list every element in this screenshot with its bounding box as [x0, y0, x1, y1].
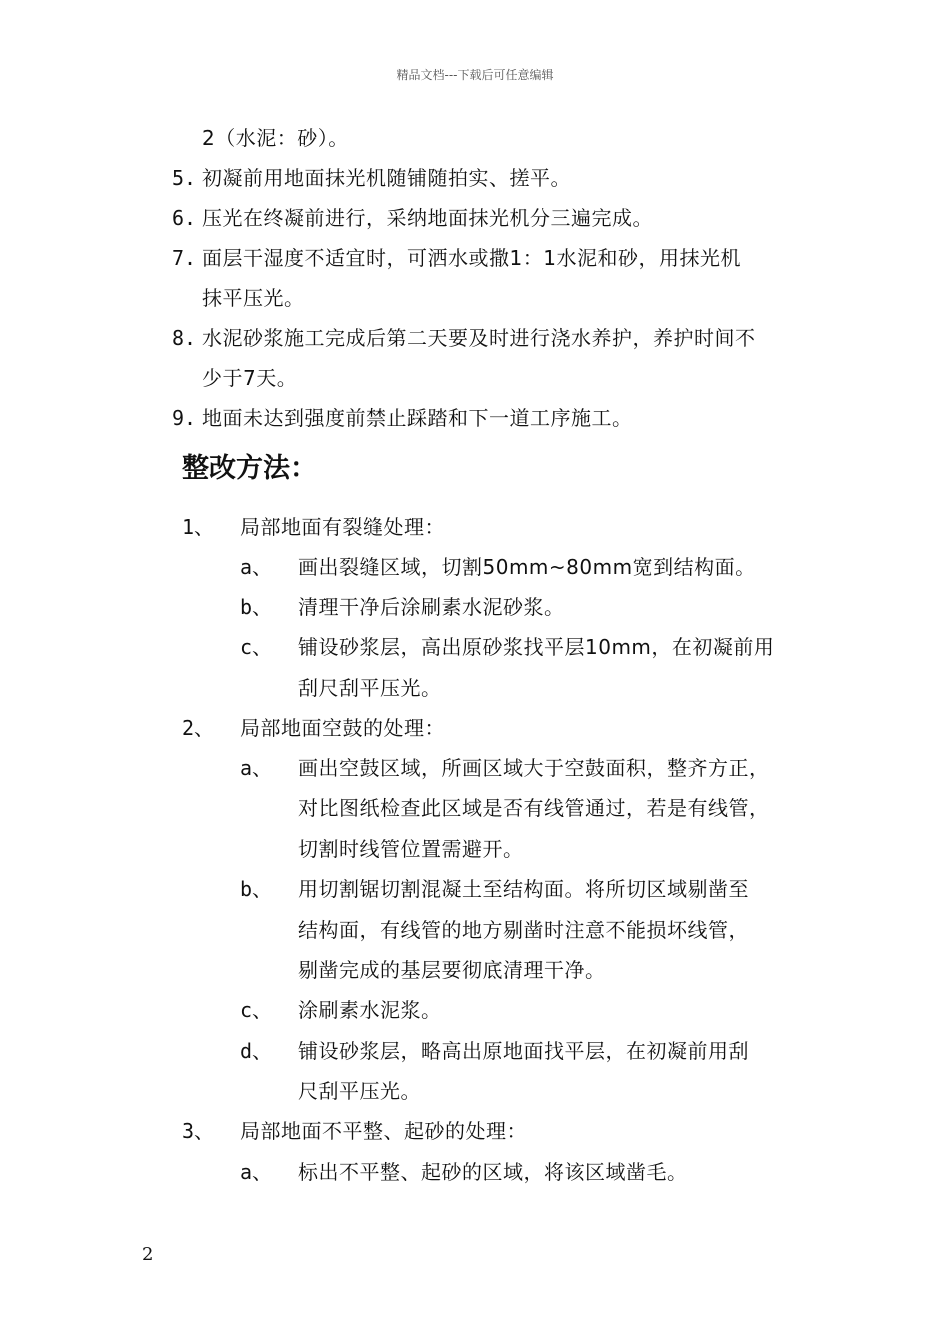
list-number: 8.: [172, 326, 197, 350]
section-number: 1、: [182, 515, 215, 539]
sub-item-text: 清理干净后涂刷素水泥砂浆。: [298, 595, 565, 619]
list-item-text: 水泥砂浆施工完成后第二天要及时进行浇水养护，养护时间不: [202, 326, 756, 350]
list-item-continuation: 抹平压光。: [202, 286, 305, 310]
list-item-text: 地面未达到强度前禁止踩踏和下一道工序施工。: [202, 406, 633, 430]
sub-item-text: 涂刷素水泥浆。: [298, 998, 442, 1022]
list-number: 5.: [172, 166, 197, 190]
sub-item-letter: c、: [240, 998, 273, 1022]
sub-item-continuation: 对比图纸检查此区域是否有线管通过，若是有线管，: [298, 796, 770, 820]
list-item-text: 面层干湿度不适宜时，可洒水或撒1：1水泥和砂，用抹光机: [202, 246, 741, 270]
sub-item-continuation: 结构面，有线管的地方剔凿时注意不能损坏线管，: [298, 918, 749, 942]
sub-item-text: 画出裂缝区域，切割50mm~80mm宽到结构面。: [298, 555, 756, 579]
page-header: 精品文档---下载后可任意编辑: [396, 68, 554, 82]
sub-item-text: 用切割锯切割混凝土至结构面。将所切区域剔凿至: [298, 877, 749, 901]
section-number: 2、: [182, 716, 215, 740]
list-number: 6.: [172, 206, 197, 230]
sub-item-text: 画出空鼓区域，所画区域大于空鼓面积，整齐方正，: [298, 756, 770, 780]
section-number: 3、: [182, 1119, 215, 1143]
sub-item-letter: a、: [240, 756, 273, 780]
list-item-continuation: 少于7天。: [202, 366, 298, 390]
sub-item-letter: c、: [240, 635, 273, 659]
sub-item-continuation: 切割时线管位置需避开。: [298, 837, 524, 861]
sub-item-letter: d、: [240, 1039, 273, 1063]
sub-item-text: 铺设砂浆层，略高出原地面找平层，在初凝前用刮: [298, 1039, 749, 1063]
sub-item-letter: b、: [240, 595, 273, 619]
sub-item-text: 铺设砂浆层，高出原砂浆找平层10mm，在初凝前用: [298, 635, 775, 659]
section-title: 局部地面空鼓的处理：: [240, 716, 445, 740]
sub-item-continuation: 剔凿完成的基层要彻底清理干净。: [298, 958, 606, 982]
list-item-text: 初凝前用地面抹光机随铺随拍实、搓平。: [202, 166, 571, 190]
section-title: 局部地面不平整、起砂的处理：: [240, 1119, 527, 1143]
list-item-continuation: 2（水泥：砂）。: [202, 126, 349, 150]
sub-item-letter: a、: [240, 555, 273, 579]
section-heading: 整改方法：: [182, 453, 317, 484]
sub-item-continuation: 刮尺刮平压光。: [298, 676, 442, 700]
list-number: 9.: [172, 406, 197, 430]
page-number: 2: [142, 1244, 154, 1265]
sub-item-letter: a、: [240, 1160, 273, 1184]
list-number: 7.: [172, 246, 197, 270]
sub-item-letter: b、: [240, 877, 273, 901]
section-title: 局部地面有裂缝处理：: [240, 515, 445, 539]
sub-item-continuation: 尺刮平压光。: [298, 1079, 421, 1103]
sub-item-text: 标出不平整、起砂的区域，将该区域凿毛。: [298, 1160, 688, 1184]
list-item-text: 压光在终凝前进行，采纳地面抹光机分三遍完成。: [202, 206, 653, 230]
